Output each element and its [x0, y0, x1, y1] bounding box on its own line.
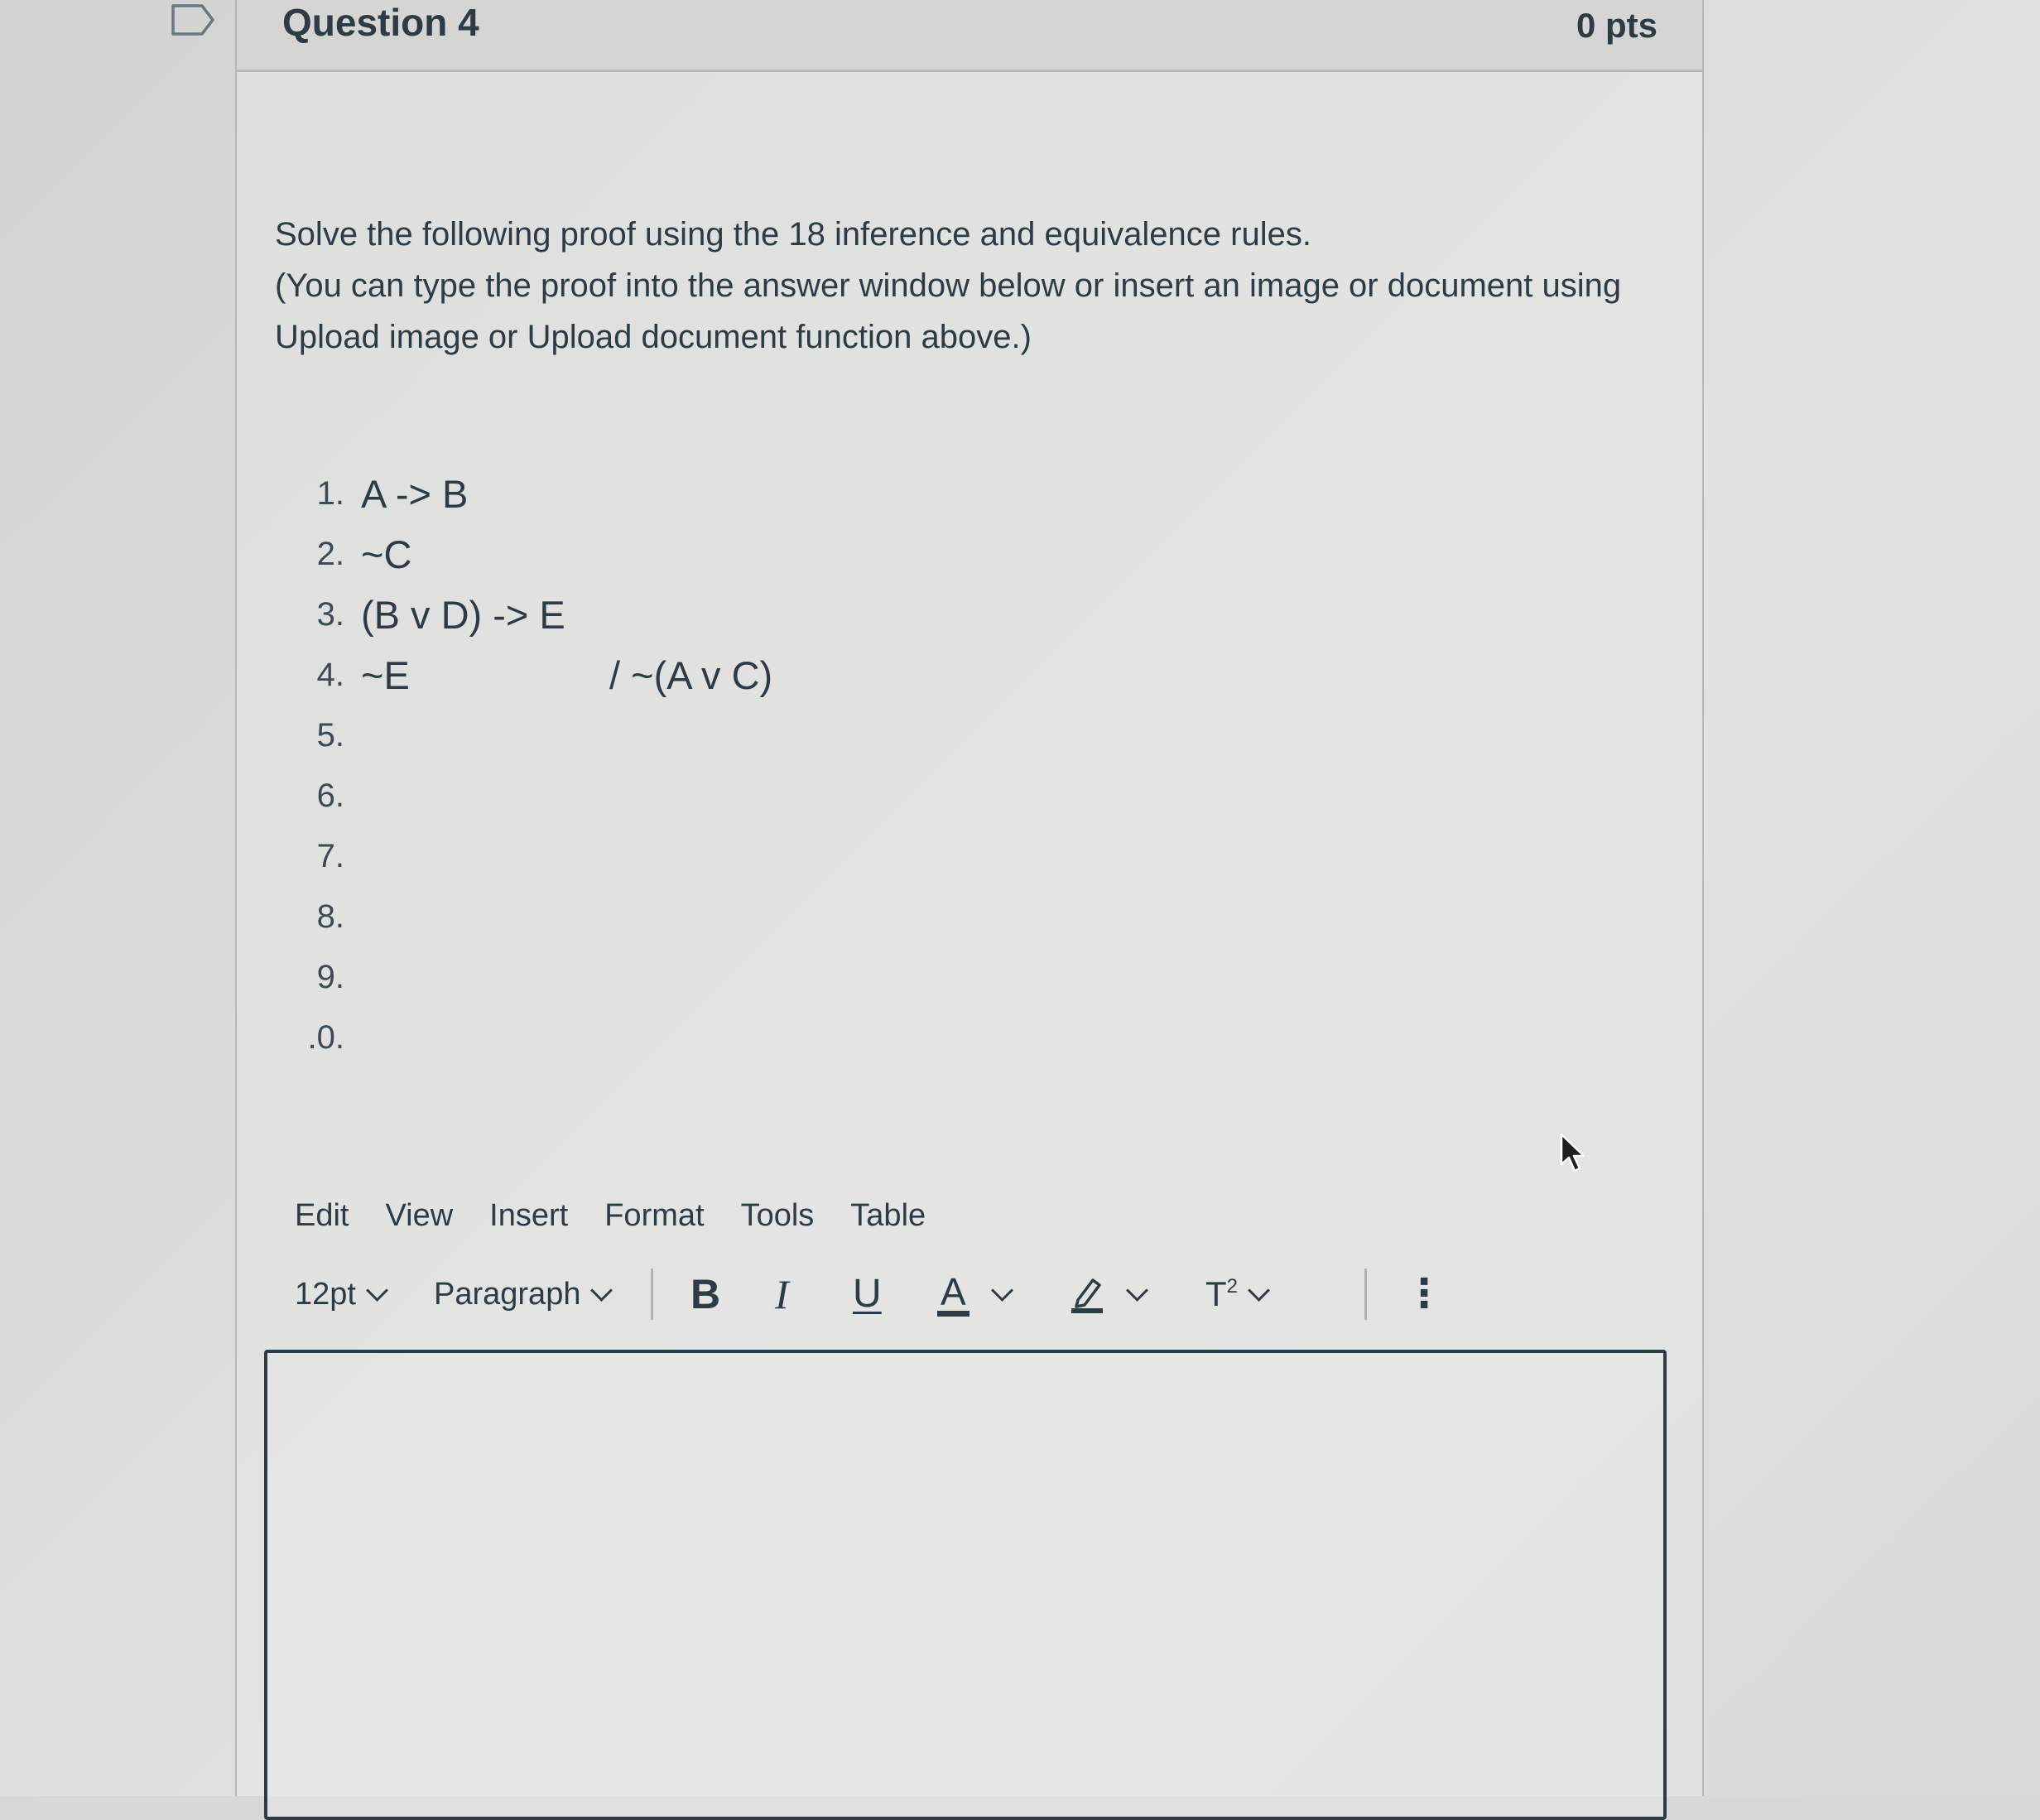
block-format-value: Paragraph	[434, 1277, 581, 1312]
highlight-color-button[interactable]	[1070, 1264, 1145, 1325]
proof-line-expression: ~C	[361, 532, 412, 576]
text-color-button[interactable]	[937, 1264, 1010, 1325]
proof-line	[270, 1008, 1098, 1068]
prompt-line-1: Solve the following proof using the 18 inference and equivalence rules.	[275, 216, 1311, 253]
proof-line-number: 9.	[316, 959, 344, 995]
superscript-exponent: 2	[1226, 1275, 1239, 1298]
block-format-select[interactable]	[434, 1264, 609, 1325]
more-options-button[interactable]	[1404, 1264, 1444, 1325]
proof-line-expression: ~E	[361, 653, 410, 697]
proof-line-number: 3.	[316, 596, 344, 633]
editor-menubar	[295, 1192, 926, 1239]
proof-line	[270, 766, 1098, 826]
proof-line-number: .0.	[307, 1019, 344, 1056]
chevron-down-icon	[1126, 1279, 1148, 1302]
chevron-down-icon	[366, 1279, 388, 1302]
more-vertical-icon: ⋮	[1404, 1272, 1444, 1316]
proof-line	[270, 524, 1098, 585]
proof-line-number: 1.	[316, 475, 344, 512]
proof-list	[270, 464, 1098, 1068]
question-points: 0 pts	[1576, 6, 1658, 45]
bold-icon: B	[690, 1271, 721, 1317]
answer-editor[interactable]	[264, 1350, 1667, 1820]
highlighter-icon	[1070, 1275, 1104, 1313]
proof-line-number: 6.	[316, 778, 344, 814]
question-header	[237, 0, 1702, 72]
proof-line	[270, 645, 1098, 705]
proof-line-expression: (B v D) -> E	[361, 593, 565, 637]
proof-line-number: 8.	[316, 898, 344, 935]
proof-line	[270, 947, 1098, 1008]
proof-line	[270, 464, 1098, 524]
font-size-select[interactable]	[295, 1264, 385, 1325]
toolbar-divider	[651, 1269, 653, 1320]
toolbar-divider	[1364, 1269, 1367, 1320]
bold-button[interactable]	[690, 1264, 720, 1325]
superscript-button[interactable]	[1205, 1264, 1267, 1325]
font-size-value: 12pt	[295, 1277, 356, 1312]
menu-insert[interactable]: Insert	[489, 1198, 569, 1233]
proof-line-number: 2.	[316, 536, 344, 572]
proof-line	[270, 887, 1098, 947]
menu-format[interactable]: Format	[604, 1198, 705, 1233]
flag-question-icon[interactable]	[171, 3, 215, 36]
editor-toolbar	[295, 1264, 1619, 1325]
text-color-icon: A	[937, 1273, 969, 1317]
proof-line-number: 7.	[316, 838, 344, 874]
proof-line	[270, 585, 1098, 645]
italic-icon: I	[775, 1271, 789, 1317]
menu-tools[interactable]: Tools	[740, 1198, 815, 1233]
proof-conclusion: / ~(A v C)	[609, 653, 773, 697]
menu-view[interactable]: View	[385, 1198, 454, 1233]
mouse-pointer-icon	[1560, 1133, 1588, 1174]
menu-edit[interactable]: Edit	[295, 1198, 349, 1233]
menu-table[interactable]: Table	[850, 1198, 926, 1233]
prompt-line-2: (You can type the proof into the answer window below or insert an image or document using Upload image or Upload document function above.)	[275, 267, 1622, 355]
proof-line-number: 4.	[316, 657, 344, 693]
chevron-down-icon	[1248, 1279, 1270, 1302]
chevron-down-icon	[591, 1279, 613, 1302]
question-title: Question 4	[282, 1, 479, 44]
underline-button[interactable]	[853, 1264, 882, 1325]
question-card	[235, 0, 1704, 1796]
question-prompt	[275, 209, 1633, 363]
superscript-icon: T	[1205, 1274, 1227, 1313]
proof-line	[270, 826, 1098, 887]
proof-line-number: 5.	[316, 717, 344, 754]
underline-icon: U	[853, 1272, 882, 1316]
italic-button[interactable]	[775, 1264, 789, 1325]
proof-line-expression: A -> B	[361, 472, 469, 516]
proof-line	[270, 705, 1098, 766]
chevron-down-icon	[991, 1279, 1013, 1302]
